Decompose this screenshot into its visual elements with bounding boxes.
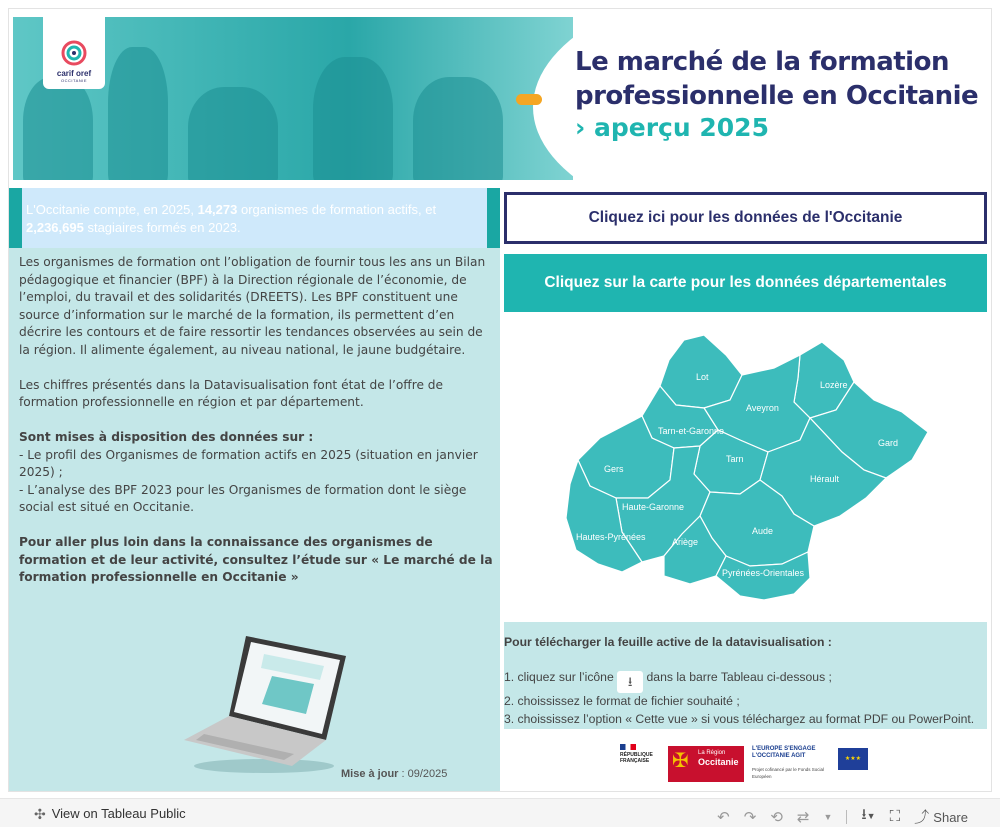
toolbar-divider (846, 810, 847, 824)
undo-icon[interactable]: ↶ (717, 808, 730, 826)
intro-trainees-count: 2,236,695 (26, 220, 84, 235)
download-instructions (504, 622, 987, 729)
rf-text: RÉPUBLIQUE FRANÇAISE (620, 752, 653, 764)
update-value: : 09/2025 (398, 768, 448, 780)
map-label-tarn-et-garonne: Tarn-et-Garonne (658, 426, 725, 436)
intro-text (22, 188, 487, 248)
paragraph-chiffres: Les chiffres présentés dans la Datavisualisation font état de l’offre de formation professionnelle en région et par département. (19, 377, 444, 409)
download-icon: ⭳ (617, 671, 643, 693)
map-label-tarn: Tarn (726, 454, 744, 464)
paragraph-bpf: Les organismes de formation ont l’obligation de fournir tous les ans un Bilan pédagogique et financier (BPF) à la Direction régionale de l’économie, de l’emploi, du travail et des solidarités (DREETS). Les BPF constituent une source d’information sur le marché de la formation, ils permettent d’en décrire les contours et de faire ressortir les tendances observées au sein de la région. Il alimente également, au niveau national, le jaune budgétaire. (19, 255, 486, 357)
share-label: Share (933, 810, 968, 825)
donnees-item-1: - Le profil des Organismes de formation actifs en 2025 (situation en janvier 2025) ; (19, 447, 478, 479)
map-label-gard: Gard (878, 438, 899, 448)
map-label-gers: Gers (604, 464, 624, 474)
map-label-aveyron: Aveyron (746, 403, 779, 413)
eu-line-3: Projet cofinancé par le Fonds Social Européen (752, 767, 825, 779)
donnees-item-2: - L’analyse des BPF 2023 pour les Organismes de formation dont le siège social est situé en Occitanie. (19, 482, 467, 514)
europe-logo (752, 746, 872, 782)
update-date (341, 768, 447, 780)
banner-accent-pill (516, 94, 542, 105)
intro-orgs-count: 14,273 (197, 202, 238, 217)
occitanie-data-button[interactable]: Cliquez ici pour les données de l'Occitanie (504, 192, 987, 244)
tableau-toolbar (0, 798, 1000, 827)
view-on-tableau-link[interactable] (34, 806, 186, 821)
occ-top-text: La Région (698, 750, 726, 756)
map-label-haute-garonne: Haute-Garonne (622, 502, 685, 512)
map-label-lozere: Lozère (820, 380, 848, 390)
download-step-1 (504, 669, 987, 693)
logo-sub: OCCITANIE (61, 78, 87, 83)
refresh-icon[interactable]: ⇄ (796, 808, 810, 826)
map-label-ariege: Ariège (672, 537, 699, 547)
eu-line-1: L'EUROPE S'ENGAGE (752, 746, 816, 752)
logo-text: carif oref (56, 69, 92, 78)
occitan-cross-icon: ✠ (672, 750, 689, 772)
donnees-heading: Sont mises à disposition des données sur : (19, 430, 314, 444)
fullscreen-icon[interactable]: ⛶ (889, 808, 901, 825)
partner-logos (616, 740, 874, 786)
download-heading: Pour télécharger la feuille active de la datavisualisation : (504, 635, 832, 649)
update-label: Mise à jour (341, 768, 399, 780)
intro-part-1: L'Occitanie compte, en 2025, (26, 202, 198, 217)
download-step-2: 2. choississez le format de fichier souhaité ; (504, 694, 740, 708)
download-step-1-end: dans la barre Tableau ci-dessous ; (643, 670, 832, 684)
occitanie-map (504, 320, 987, 615)
eu-flag-icon: ★★★ (838, 748, 868, 770)
title-line-1: Le marché de la formation (575, 47, 949, 77)
share-button[interactable] (914, 806, 968, 827)
intro-part-3: stagiaires formés en 2023. (83, 220, 241, 235)
revert-icon[interactable]: ⟲ (770, 808, 783, 826)
tableau-logo-icon: ✣ (34, 805, 46, 822)
map-label-pyrenees-orientales: Pyrénées-Orientales (722, 568, 805, 578)
left-panel (9, 188, 500, 791)
description-text (19, 254, 494, 604)
map-label-aude: Aude (752, 526, 774, 536)
page-subtitle: › aperçu 2025 (575, 113, 769, 142)
laptop-image (174, 628, 354, 778)
carif-oref-logo-icon (61, 40, 87, 66)
view-on-tableau-label: View on Tableau Public (51, 806, 186, 821)
republique-francaise-logo (620, 744, 662, 784)
title-line-2: professionnelle en Occitanie (575, 81, 979, 111)
departments-banner: Cliquez sur la carte pour les données départementales (504, 254, 987, 312)
redo-icon[interactable]: ↷ (743, 808, 757, 826)
intro-part-2: organismes de formation actifs, et (237, 202, 437, 217)
region-occitanie-logo (668, 746, 744, 782)
download-step-3: 3. choississez l’option « Cette vue » si vous téléchargez au format PDF ou PowerPoint. (504, 711, 975, 726)
paragraph-donnees (19, 429, 494, 517)
download-step-1-start: 1. cliquez sur l’icône (504, 670, 618, 684)
refresh-dropdown-icon[interactable]: ▼ (823, 811, 833, 822)
header-banner (13, 17, 987, 180)
map-label-herault: Hérault (810, 474, 840, 484)
carif-oref-logo (43, 17, 105, 89)
download-toolbar-icon[interactable]: ⭳▼ (861, 806, 876, 823)
occitanie-map-svg (504, 320, 987, 615)
share-icon: ⤴ (914, 809, 930, 826)
study-link-text[interactable]: Pour aller plus loin dans la connaissance des organismes de formation et de leur activité, consultez l’étude sur « Le marché de la formation professionnelle en Occitanie » (19, 535, 493, 584)
page-title (575, 45, 978, 113)
map-label-hautes-pyrenees: Hautes-Pyrénées (576, 532, 646, 542)
map-label-lot: Lot (696, 372, 709, 382)
occ-name-text: Occitanie (698, 757, 739, 767)
eu-line-2: L'OCCITANIE AGIT (752, 753, 806, 759)
toolbar-actions (717, 804, 968, 827)
intro-box (9, 188, 500, 248)
